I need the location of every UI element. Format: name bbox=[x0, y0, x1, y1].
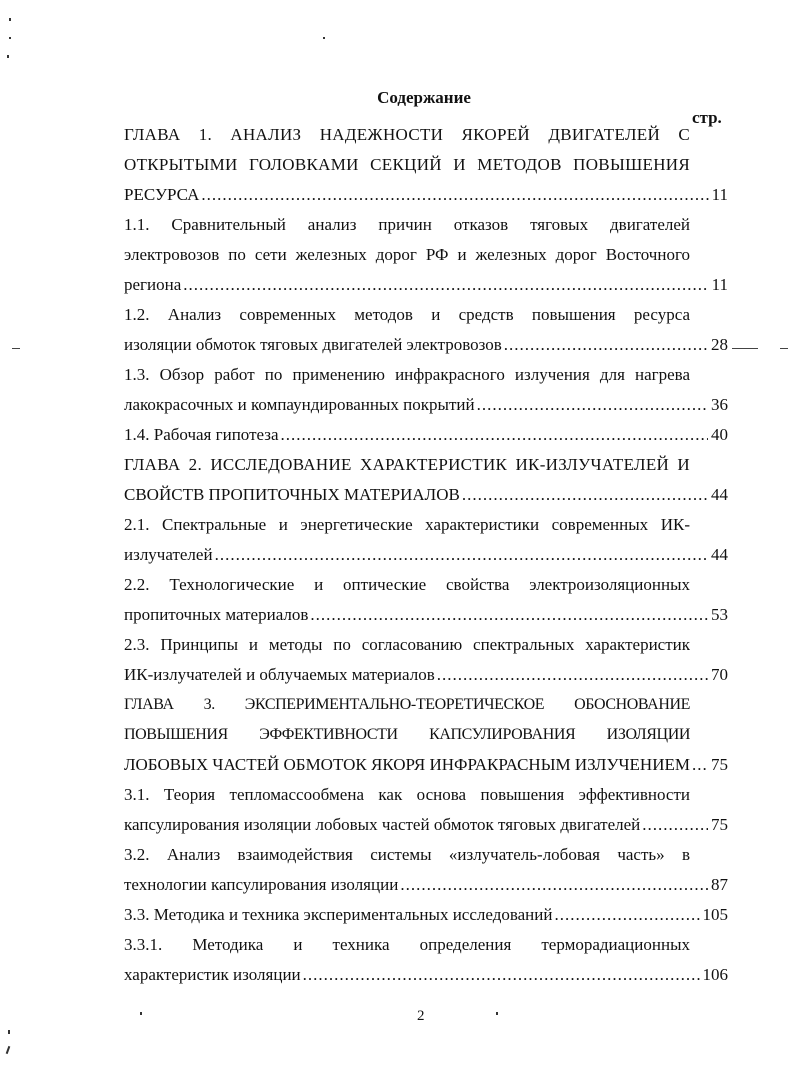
toc-entry-line: ГЛАВА 2. ИССЛЕДОВАНИЕ ХАРАКТЕРИСТИК ИК-ИЗЛУЧАТЕЛЕЙ И bbox=[124, 455, 690, 474]
dot-leader bbox=[303, 960, 700, 990]
toc-entry-text: СВОЙСТВ ПРОПИТОЧНЫХ МАТЕРИАЛОВ bbox=[124, 485, 460, 504]
toc-entry bbox=[124, 120, 728, 210]
toc-entry-line: 3.1. Теория тепломассообмена как основа повышения эффективности bbox=[124, 785, 690, 804]
toc-entry-text: излучателей bbox=[124, 545, 213, 564]
toc-entry-line: 3.2. Анализ взаимодействия системы «излучатель-лобовая часть» в bbox=[124, 845, 690, 864]
toc-entry bbox=[124, 300, 728, 360]
dot-leader bbox=[201, 180, 708, 210]
toc-page-number: 40 bbox=[711, 425, 728, 444]
scan-speck bbox=[9, 18, 11, 21]
toc-entry bbox=[124, 690, 728, 780]
toc-entry bbox=[124, 210, 728, 300]
scan-speck bbox=[6, 1046, 11, 1054]
table-of-contents bbox=[124, 120, 728, 990]
toc-entry bbox=[124, 780, 728, 840]
toc-entry-last-line bbox=[124, 270, 728, 300]
toc-entry-text: 1.4. Рабочая гипотеза bbox=[124, 425, 279, 444]
toc-entry bbox=[124, 570, 728, 630]
page-number: 2 bbox=[417, 1008, 425, 1024]
toc-entry bbox=[124, 360, 728, 420]
toc-page-number: 87 bbox=[711, 875, 728, 894]
toc-page-number: 11 bbox=[711, 185, 728, 204]
toc-page-number: 28 bbox=[711, 335, 728, 354]
toc-entry-line: 1.2. Анализ современных методов и средств повышения ресурса bbox=[124, 305, 690, 324]
dot-leader bbox=[554, 900, 699, 930]
page-column-label: стр. bbox=[692, 108, 722, 127]
toc-entry-line: ПОВЫШЕНИЯ ЭФФЕКТИВНОСТИ КАПСУЛИРОВАНИЯ ИЗОЛЯЦИИ bbox=[124, 726, 690, 743]
toc-entry-last-line bbox=[124, 660, 728, 690]
dot-leader bbox=[400, 870, 708, 900]
toc-page-number: 11 bbox=[711, 275, 728, 294]
toc-page-number: 75 bbox=[711, 755, 728, 774]
toc-page-number: 75 bbox=[711, 815, 728, 834]
toc-entry-last-line bbox=[124, 600, 728, 630]
dot-leader bbox=[504, 330, 708, 360]
toc-entry-text: ЛОБОВЫХ ЧАСТЕЙ ОБМОТОК ЯКОРЯ ИНФРАКРАСНЫМ ИЗЛУЧЕНИЕМ bbox=[124, 755, 690, 774]
toc-entry-line: 2.2. Технологические и оптические свойства электроизоляционных bbox=[124, 575, 690, 594]
toc-entry-line: 2.1. Спектральные и энергетические характеристики современных ИК- bbox=[124, 515, 690, 534]
dot-leader bbox=[310, 600, 708, 630]
dot-leader bbox=[692, 750, 708, 780]
toc-entry bbox=[124, 420, 728, 450]
toc-entry-text: технологии капсулирования изоляции bbox=[124, 875, 399, 894]
scan-speck bbox=[323, 37, 325, 39]
scan-speck bbox=[140, 1012, 142, 1015]
scan-speck bbox=[9, 37, 11, 39]
toc-page-number: 70 bbox=[711, 665, 728, 684]
toc-entry-text: региона bbox=[124, 275, 182, 294]
toc-entry-last-line bbox=[124, 180, 728, 210]
toc-entry-last-line bbox=[124, 540, 728, 570]
toc-page-number: 106 bbox=[702, 965, 728, 984]
toc-entry-last-line bbox=[124, 480, 728, 510]
dot-leader bbox=[183, 270, 708, 300]
page-title: Содержание bbox=[377, 88, 471, 107]
toc-entry-line: 1.1. Сравнительный анализ причин отказов тяговых двигателей bbox=[124, 215, 690, 234]
toc-entry-last-line bbox=[124, 900, 728, 930]
toc-entry-text: характеристик изоляции bbox=[124, 965, 301, 984]
toc-entry-last-line bbox=[124, 960, 728, 990]
toc-entry-last-line bbox=[124, 750, 728, 780]
dot-leader bbox=[281, 420, 708, 450]
scan-speck bbox=[7, 55, 9, 58]
toc-entry bbox=[124, 630, 728, 690]
toc-page-number: 36 bbox=[711, 395, 728, 414]
dot-leader bbox=[477, 390, 708, 420]
toc-entry-text: капсулирования изоляции лобовых частей обмоток тяговых двигателей bbox=[124, 815, 641, 834]
toc-entry-text: 3.3. Методика и техника экспериментальных исследований bbox=[124, 905, 553, 924]
toc-page-number: 53 bbox=[711, 605, 728, 624]
toc-entry bbox=[124, 510, 728, 570]
toc-entry bbox=[124, 930, 728, 990]
toc-page-number: 105 bbox=[702, 905, 728, 924]
toc-entry-text: изоляции обмоток тяговых двигателей электровозов bbox=[124, 335, 502, 354]
scan-dash bbox=[780, 348, 788, 349]
scan-speck bbox=[8, 1030, 10, 1034]
dot-leader bbox=[642, 810, 708, 840]
toc-entry-line: электровозов по сети железных дорог РФ и железных дорог Восточного bbox=[124, 245, 690, 264]
toc-entry-last-line bbox=[124, 870, 728, 900]
toc-entry-last-line bbox=[124, 420, 728, 450]
toc-entry-line: ГЛАВА 3. ЭКСПЕРИМЕНТАЛЬНО-ТЕОРЕТИЧЕСКОЕ ОБОСНОВАНИЕ bbox=[124, 696, 690, 713]
dot-leader bbox=[437, 660, 708, 690]
toc-entry-last-line bbox=[124, 390, 728, 420]
toc-entry-text: РЕСУРСА bbox=[124, 185, 200, 204]
toc-entry-line: 2.3. Принципы и методы по согласованию спектральных характеристик bbox=[124, 635, 690, 654]
toc-entry-line: 3.3.1. Методика и техника определения терморадиационных bbox=[124, 935, 690, 954]
toc-entry-line: ГЛАВА 1. АНАЛИЗ НАДЕЖНОСТИ ЯКОРЕЙ ДВИГАТЕЛЕЙ С bbox=[124, 125, 690, 144]
toc-entry-last-line bbox=[124, 810, 728, 840]
toc-entry-text: ИК-излучателей и облучаемых материалов bbox=[124, 665, 435, 684]
scan-dash bbox=[12, 348, 20, 349]
scan-speck bbox=[496, 1012, 498, 1015]
toc-entry-line: ОТКРЫТЫМИ ГОЛОВКАМИ СЕКЦИЙ И МЕТОДОВ ПОВЫШЕНИЯ bbox=[124, 155, 690, 174]
toc-entry bbox=[124, 900, 728, 930]
toc-page-number: 44 bbox=[711, 485, 728, 504]
toc-entry-text: лакокрасочных и компаундированных покрытий bbox=[124, 395, 475, 414]
toc-entry-line: 1.3. Обзор работ по применению инфракрасного излучения для нагрева bbox=[124, 365, 690, 384]
scan-dash bbox=[732, 348, 758, 349]
dot-leader bbox=[462, 480, 708, 510]
toc-entry bbox=[124, 450, 728, 510]
toc-entry bbox=[124, 840, 728, 900]
toc-entry-text: пропиточных материалов bbox=[124, 605, 309, 624]
toc-page-number: 44 bbox=[711, 545, 728, 564]
toc-entry-last-line bbox=[124, 330, 728, 360]
dot-leader bbox=[215, 540, 708, 570]
